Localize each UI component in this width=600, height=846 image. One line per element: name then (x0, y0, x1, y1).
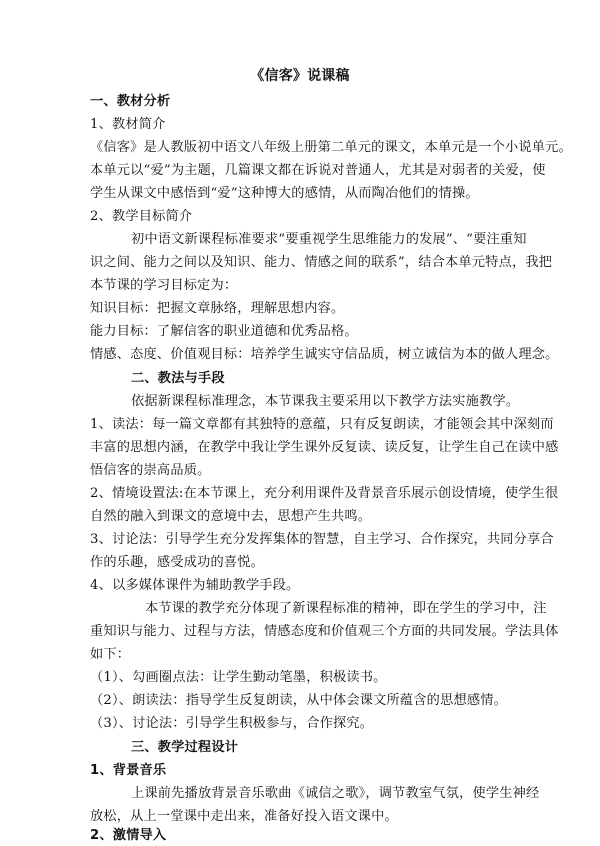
paragraph-line: 如下： (90, 647, 131, 662)
study-method-item: （3）、讨论法：引导学生积极参与，合作探究。 (90, 716, 374, 731)
paragraph-line: 初中语文新课程标准要求“要重视学生思维能力的发展”、“要注重知 (131, 232, 527, 247)
paragraph-line: 自然的融入到课文的意境中去，思想产生共鸣。 (90, 509, 372, 524)
paragraph-line: 本节课的教学充分体现了新课程标准的精神，即在学生的学习中，注 (145, 601, 547, 616)
goal-knowledge: 知识目标：把握文章脉络，理解思想内容。 (90, 301, 345, 316)
paragraph-line: 本单元以“爱”为主题，几篇课文都在诉说对普通人，尤其是对弱者的关爱，使 (90, 163, 546, 178)
method-multimedia: 4、以多媒体课件为辅助教学手段。 (90, 578, 300, 593)
method-reading: 1、读法：每一篇文章都有其独特的意蕴，只有反复朗读，才能领会其中深刻而 (90, 417, 554, 432)
paragraph-line: 本节课的学习目标定为： (90, 278, 238, 293)
method-discussion: 3、讨论法：引导学生充分发挥集体的智慧，自主学习、合作探究，共同分享合 (90, 532, 554, 547)
study-method-item: （1）、勾画圈点法：让学生勤动笔墨，积极读书。 (90, 670, 387, 685)
method-situation: 2、情境设置法:在本节课上，充分利用课件及背景音乐展示创设情境，使学生很 (90, 486, 559, 501)
section-heading-process: 三、教学过程设计 (131, 740, 239, 755)
subheading-music: 1、背景音乐 (90, 763, 167, 778)
paragraph-line: 学生从课文中感悟到“爱”这种博大的感情，从而陶冶他们的情操。 (90, 186, 479, 201)
section-heading-analysis: 一、教材分析 (90, 94, 171, 109)
paragraph-line: 丰富的思想内涵，在教学中我让学生课外反复读、读反复，让学生自己在读中感 (90, 440, 559, 455)
paragraph-line: 《信客》是人教版初中语文八年级上册第二单元的课文，本单元是一个小说单元。 (90, 140, 572, 155)
paragraph-line: 作的乐趣，感受成功的喜悦。 (90, 555, 265, 570)
paragraph-line: 上课前先播放背景音乐歌曲《诚信之歌》，调节教室气氛，使学生神经 (131, 786, 540, 801)
subheading-goals: 2、教学目标简介 (90, 209, 193, 224)
section-heading-methods: 二、教法与手段 (131, 371, 225, 386)
paragraph-line: 悟信客的崇高品质。 (90, 463, 211, 478)
goal-emotion: 情感、态度、价值观目标：培养学生诚实守信品质，树立诚信为本的做人理念。 (90, 347, 559, 362)
paragraph-line: 依据新课程标准理念，本节课我主要采用以下教学方法实施教学。 (131, 394, 520, 409)
subheading-intro-passion: 2、激情导入 (90, 828, 167, 843)
study-method-item: （2）、朗读法：指导学生反复朗读，从中体会课文所蕴含的思想感情。 (90, 693, 507, 708)
goal-ability: 能力目标：了解信客的职业道德和优秀品格。 (90, 324, 358, 339)
page-title: 《信客》说课稿 (250, 68, 350, 84)
paragraph-line: 识之间、能力之间以及知识、能力、情感之间的联系”，结合本单元特点，我把 (90, 255, 553, 270)
paragraph-line: 放松，从上一堂课中走出来，准备好投入语文课中。 (90, 809, 398, 824)
paragraph-line: 重知识与能力、过程与方法，情感态度和价值观三个方面的共同发展。学法具体 (90, 624, 559, 639)
subheading-intro: 1、教材简介 (90, 117, 166, 132)
